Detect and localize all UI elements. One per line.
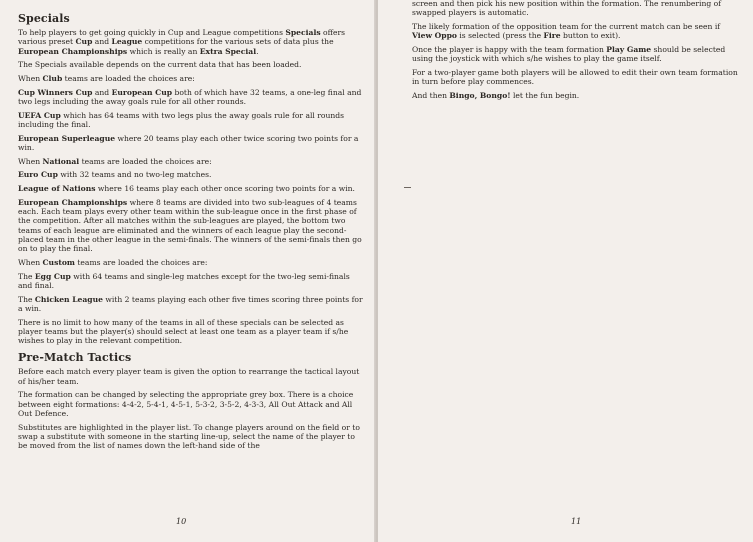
text-run: button to exit). bbox=[560, 31, 621, 41]
bold-term: View Oppo bbox=[412, 31, 457, 41]
bold-term: Play Game bbox=[606, 44, 652, 54]
specials-heading: Specials bbox=[18, 12, 70, 25]
euro-cup bbox=[18, 170, 364, 179]
bold-term: Custom bbox=[42, 257, 75, 267]
text-run: which is really an bbox=[127, 46, 200, 56]
continued-text: screen and then pick his new position within the formation. The renumbering of swapped players is automatic. bbox=[412, 0, 722, 18]
bold-term: Egg Cup bbox=[34, 271, 71, 281]
view-oppo-text bbox=[412, 22, 739, 41]
bingo-text bbox=[412, 91, 739, 100]
text-run: and bbox=[92, 87, 112, 97]
text-run: teams are loaded the choices are: bbox=[62, 73, 195, 83]
cup-winners-cup bbox=[18, 88, 364, 107]
custom-loaded bbox=[18, 258, 364, 267]
uefa-cup bbox=[18, 111, 364, 130]
text-run: both of which have 32 teams, a one-leg final and two legs including the away goals rule for all other rounds. bbox=[18, 87, 362, 106]
bold-term: European Championships bbox=[18, 197, 128, 207]
text-run: is selected (press the bbox=[456, 31, 544, 41]
text-run: and bbox=[92, 37, 112, 47]
bold-term: Chicken League bbox=[34, 294, 103, 304]
text-run: which has 64 teams with two legs plus the away goals rule for all rounds including the final. bbox=[18, 110, 345, 129]
text-run: let the fun begin. bbox=[510, 90, 580, 100]
substitutes-text: Substitutes are highlighted in the player list. To change players around on the field or to swap a substitute with someone in the starting line-up, select the name of the player to be moved from the list of names down the left-hand side of the bbox=[18, 422, 360, 451]
right-page bbox=[378, 0, 753, 542]
text-run: teams are loaded the choices are: bbox=[74, 257, 208, 267]
bold-term: Fire bbox=[543, 31, 561, 41]
page-number-left: 10 bbox=[176, 517, 187, 526]
bold-term: League of Nations bbox=[18, 183, 96, 193]
pre-match-tactics-heading: Pre-Match Tactics bbox=[18, 351, 132, 365]
text-run: The bbox=[18, 294, 35, 304]
egg-cup bbox=[18, 272, 364, 291]
bold-term: European Cup bbox=[111, 87, 173, 97]
specials-intro bbox=[18, 28, 364, 56]
text-run: should be selected using the joystick with which s/he wishes to play the game itself. bbox=[412, 44, 726, 64]
no-limit-note: There is no limit to how many of the teams in all of these specials can be selected as player teams but the player(s) should select at least one team as a player team if s/he wishes to play in the relevant competition. bbox=[18, 317, 349, 346]
club-loaded bbox=[18, 74, 364, 83]
text-run: And then bbox=[412, 90, 450, 100]
league-of-nations bbox=[18, 184, 364, 193]
text-run: offers various preset bbox=[18, 28, 346, 47]
bold-term: UEFA Cup bbox=[18, 110, 61, 120]
text-run: competitions for the various sets of data plus the bbox=[142, 37, 334, 47]
text-run: where 16 teams play each other once scoring two points for a win. bbox=[95, 183, 355, 193]
text-run: with 32 teams and no two-leg matches. bbox=[57, 170, 212, 180]
text-run: To help players to get going quickly in Cup and League competitions bbox=[18, 28, 286, 37]
chicken-league bbox=[18, 295, 364, 314]
european-championships bbox=[18, 198, 364, 254]
text-run: When bbox=[18, 156, 43, 166]
text-run: with 2 teams playing each other five times scoring three points for a win. bbox=[18, 294, 363, 313]
bold-term: Cup Winners Cup bbox=[18, 87, 93, 97]
text-run: Once the player is happy with the team formation bbox=[412, 44, 607, 54]
page-number-right: 11 bbox=[571, 517, 582, 526]
bold-term: Euro Cup bbox=[18, 170, 58, 180]
text-run: teams are loaded the choices are: bbox=[79, 156, 212, 166]
two-player-text: For a two-player game both players will be allowed to edit their own team formation in turn before play commences. bbox=[412, 67, 738, 87]
text-run: where 20 teams play each other twice scoring two points for a win. bbox=[18, 133, 359, 152]
bold-term: Bingo, Bongo! bbox=[449, 90, 511, 100]
bold-term: Cup bbox=[75, 37, 93, 47]
left-page bbox=[0, 0, 376, 542]
bold-term: European Superleague bbox=[18, 133, 116, 143]
formation-change: The formation can be changed by selecting the appropriate grey box. There is a choice between eight formations: 4-4-2, 5-4-1, 4-5-1, 5-3-2, 3-5-2, 4-3-3, All Out Attack and All Out Defence. bbox=[18, 390, 354, 418]
text-run: The likely formation of the opposition team for the current match can be seen if bbox=[412, 21, 721, 31]
stray-pen-mark bbox=[404, 187, 411, 188]
bold-term: League bbox=[111, 37, 143, 47]
tactics-intro: Before each match every player team is given the option to rearrange the tactical layout of his/her team. bbox=[18, 367, 360, 386]
text-run: The bbox=[18, 271, 35, 281]
bold-term: Extra Special bbox=[199, 46, 257, 56]
text-run: . bbox=[256, 46, 259, 56]
text-run: When bbox=[18, 257, 43, 267]
text-run: with 64 teams and single-leg matches except for the two-leg semi-finals and final. bbox=[18, 271, 350, 290]
bold-term: Specials bbox=[285, 28, 321, 37]
bold-term: Club bbox=[42, 73, 63, 83]
play-game-text bbox=[412, 45, 739, 64]
european-superleague bbox=[18, 134, 364, 153]
text-run: where 8 teams are divided into two sub-leagues of 4 teams each. Each team plays every other team within the sub-league once in the first phase of the competition. After all matches within the sub-leagues are played, the bottom two teams of each league are eliminated and the winners of each league play the second-placed team in the other league in the semi-finals. The winners of the semi-finals then go on to play the final. bbox=[18, 197, 362, 254]
text-run: When bbox=[18, 73, 43, 83]
specials-depends: The Specials available depends on the current data that has been loaded. bbox=[18, 60, 302, 70]
national-loaded bbox=[18, 157, 364, 166]
bold-term: European Championships bbox=[18, 46, 128, 56]
bold-term: National bbox=[42, 156, 80, 166]
